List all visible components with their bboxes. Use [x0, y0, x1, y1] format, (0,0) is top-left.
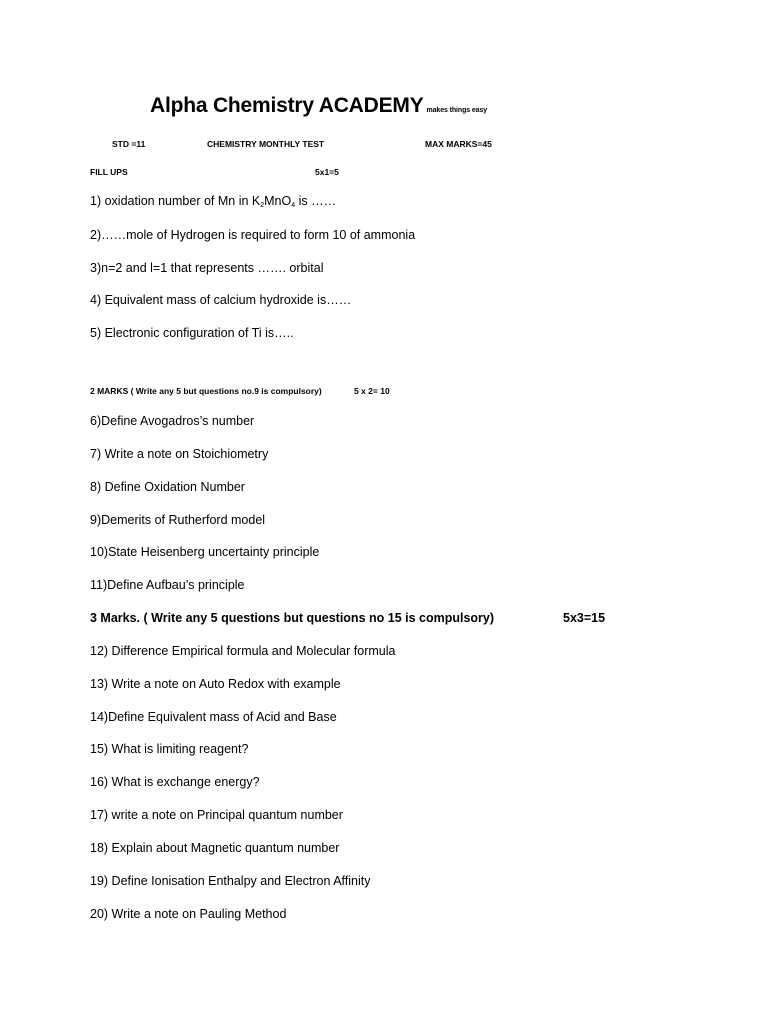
question-7: 7) Write a note on Stoichiometry — [90, 447, 269, 461]
test-name: CHEMISTRY MONTHLY TEST — [207, 139, 325, 149]
question-1: 1) oxidation number of Mn in $K_2MnO_4$ is …… — [90, 194, 337, 209]
question-6: 6)Define Avogadros’s number — [90, 414, 255, 428]
question-16: 16) What is exchange energy? — [90, 775, 260, 789]
question-17: 17) write a note on Principal quantum number — [90, 808, 343, 822]
tagline: makes things easy — [426, 107, 488, 114]
question-10: 10)State Heisenberg uncertainty principle — [90, 545, 320, 559]
question-14: 14)Define Equivalent mass of Acid and Base — [90, 710, 337, 724]
question-3: 3)n=2 and l=1 that represents ……. orbital — [90, 261, 324, 275]
question-20: 20) Write a note on Pauling Method — [90, 907, 287, 921]
question-15: 15) What is limiting reagent? — [90, 742, 249, 756]
question-13: 13) Write a note on Auto Redox with example — [90, 677, 341, 691]
section1-heading: FILL UPS — [90, 167, 128, 177]
question-8: 8) Define Oxidation Number — [90, 480, 245, 494]
section3-heading: 3 Marks. ( Write any 5 questions but questions no 15 is compulsory) — [90, 611, 495, 625]
section1-marks: 5x1=5 — [315, 167, 339, 177]
section2-marks: 5 x 2= 10 — [354, 386, 390, 396]
question-11: 11)Define Aufbau’s principle — [90, 578, 245, 592]
question-2: 2)……mole of Hydrogen is required to form 10 of ammonia — [90, 228, 416, 242]
question-9: 9)Demerits of Rutherford model — [90, 513, 266, 527]
question-4: 4) Equivalent mass of calcium hydroxide is…… — [90, 293, 352, 307]
max-marks: MAX MARKS=45 — [425, 139, 492, 149]
question-19: 19) Define Ionisation Enthalpy and Electron Affinity — [90, 874, 371, 888]
std-label: STD =11 — [112, 139, 146, 149]
question-18: 18) Explain about Magnetic quantum number — [90, 841, 340, 855]
question-12: 12) Difference Empirical formula and Molecular formula — [90, 644, 396, 658]
section3-marks: 5x3=15 — [563, 611, 606, 625]
question-5: 5) Electronic configuration of Ti is….. — [90, 326, 294, 340]
page-title — [150, 94, 487, 118]
section2-heading: 2 MARKS ( Write any 5 but questions no.9 is compulsory) — [90, 386, 322, 396]
academy-name: Alpha Chemistry ACADEMY — [150, 94, 424, 117]
